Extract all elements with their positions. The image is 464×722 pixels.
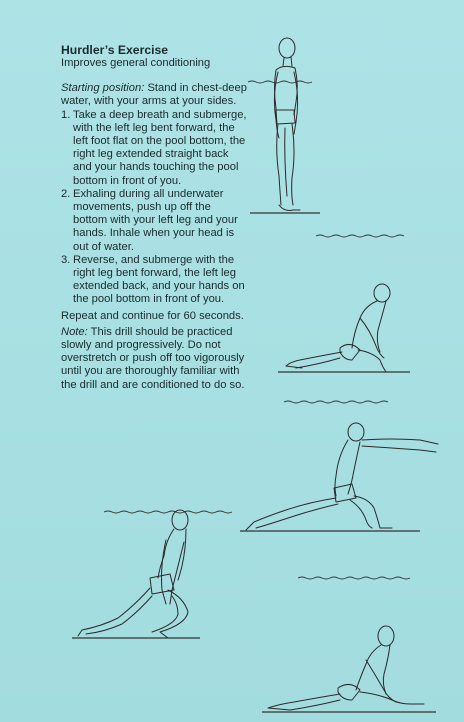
standing-swimmer-figure <box>248 38 320 213</box>
step-text: Take a deep breath and submerge, with the left leg bent forward, the left foot flat on the pool bottom, the right leg extended straight back and your hands touching the pool bottom in front of you. <box>73 108 247 187</box>
step-number: 2. <box>61 187 71 200</box>
step-number: 1. <box>61 108 71 121</box>
step-text: Reverse, and submerge with the right leg bent forward, the left leg extended back, and your hands on the pool bottom in front of you. <box>73 253 245 306</box>
step-number: 3. <box>61 253 71 266</box>
exercise-subtitle: Improves general conditioning <box>61 57 211 69</box>
kneeling-swimmer-figure-bottom <box>262 626 436 712</box>
note-text: This drill should be practiced slowly and progressively. Do not overstretch or push off too vigorously until you are thoroughly familiar with the drill and are conditioned to do so. <box>61 325 245 391</box>
lunging-swimmer-figure-left <box>72 510 200 638</box>
exercise-title: Hurdler’s Exercise <box>61 43 169 57</box>
step-text: Exhaling during all underwater movements, push up off the bottom with your left leg and your hands. Inhale when your head is out of water. <box>73 187 238 253</box>
lunging-swimmer-figure-reaching <box>240 423 438 531</box>
kneeling-swimmer-figure-right <box>278 284 410 372</box>
starting-position-label: Starting position: <box>61 82 145 95</box>
starting-position-text: Stand in chest-deep water, with your arms at your sides. <box>61 82 247 108</box>
repeat-paragraph: Repeat and continue for 60 seconds. <box>61 309 244 322</box>
note-label: Note: <box>61 325 88 338</box>
